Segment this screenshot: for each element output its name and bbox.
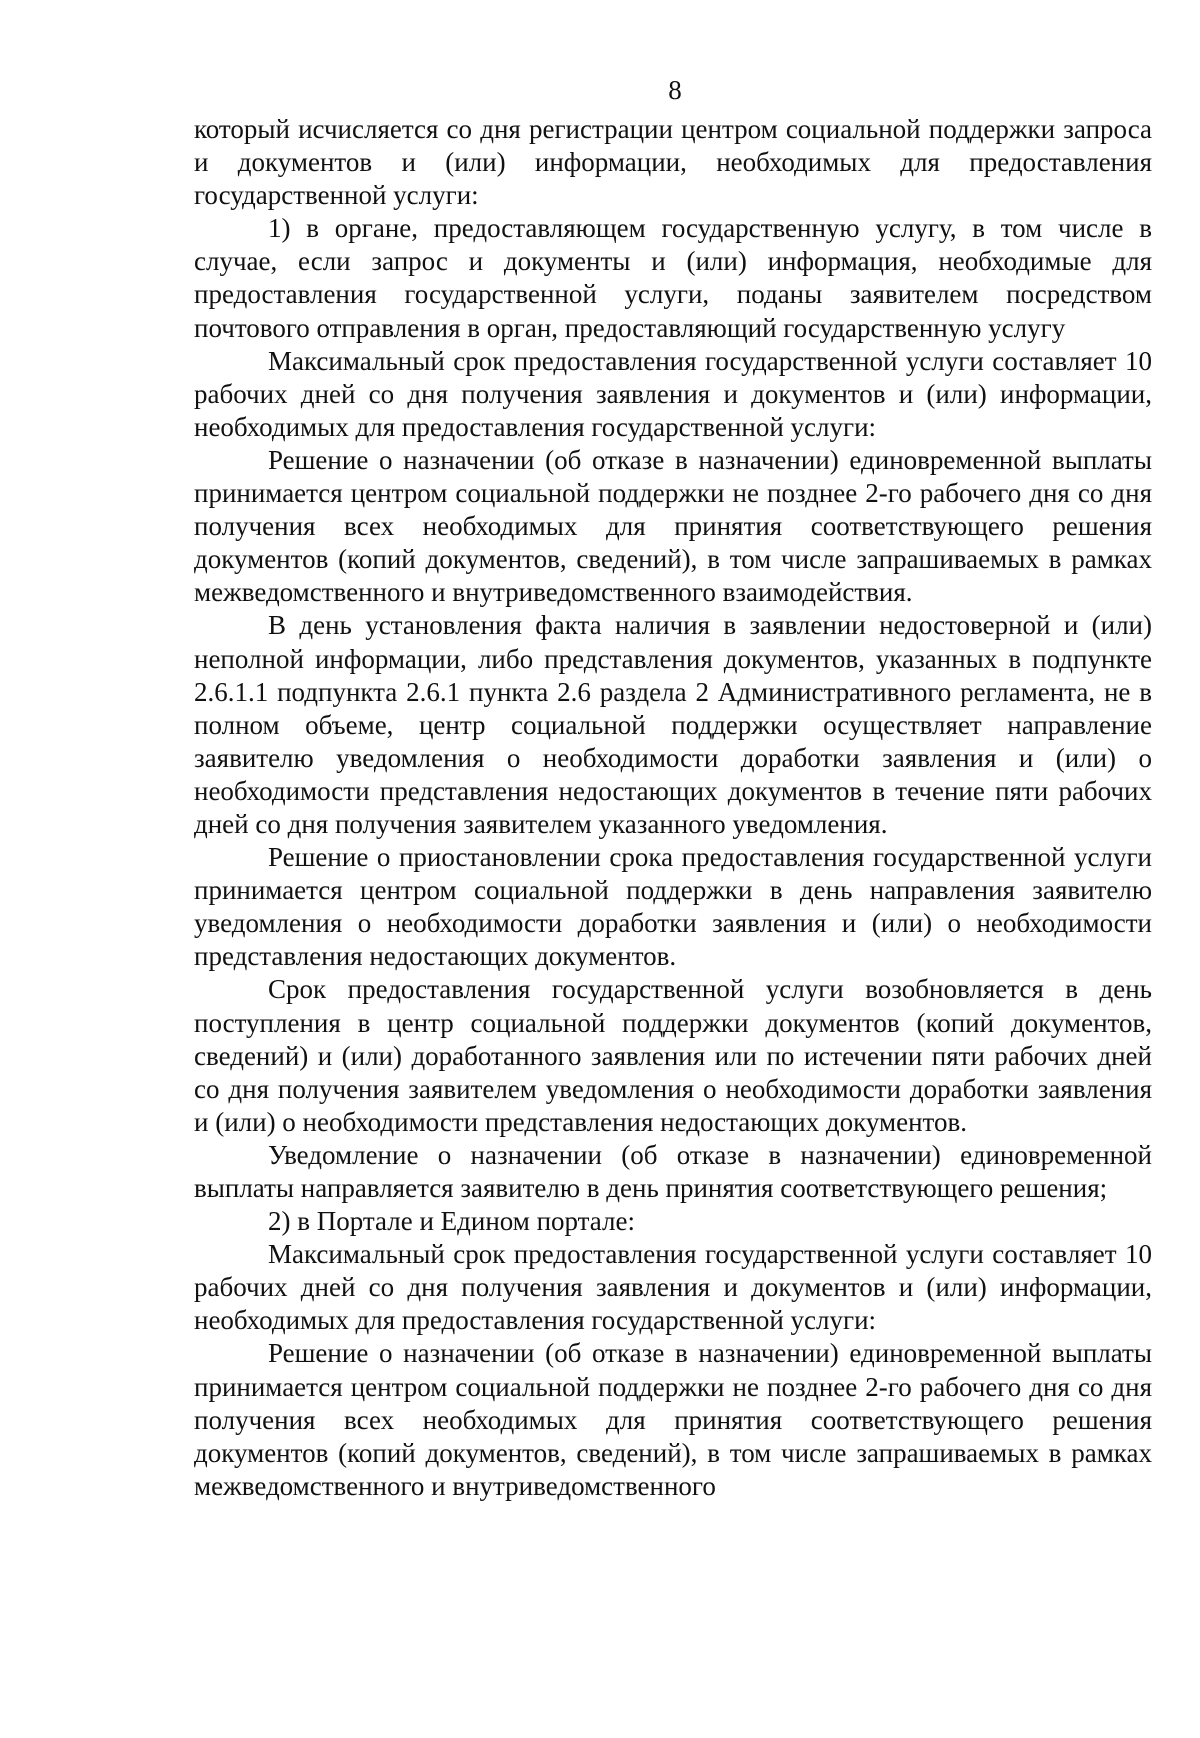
page-number: 8 — [668, 75, 682, 105]
paragraph-decision-portal: Решение о назначении (об отказе в назначении) единовременной выплаты принимается центром социальной поддержки не позднее 2-го рабочего дня со дня получения всех необходимых для принятия соответствующего решения документов (копий документов, сведений), в том числе запрашиваемых в рамках межведомственного и внутриведомственного — [194, 1338, 1152, 1501]
paragraph-notification: Уведомление о назначении (об отказе в назначении) единовременной выплаты направляется заявителю в день принятия соответствующего решения; — [194, 1139, 1152, 1203]
paragraph-item-2: 2) в Портале и Едином портале: — [268, 1206, 635, 1237]
paragraph-suspension: Решение о приостановлении срока предоставления государственной услуги принимается центром социальной поддержки в день направления заявителю уведомления о необходимости доработки заявления и (или) о необходимости представления недостающих документов. — [194, 842, 1152, 972]
paragraph-incomplete-info: В день установления факта наличия в заявлении недостоверной и (или) неполной информации, либо представления документов, указанных в подпункте 2.6.1.1 подпункта 2.6.1 пункта 2.6 раздела 2 Административного регламента, не в полном объеме, центр социальной поддержки осуществляет направление заявителю уведомления о необходимости доработки заявления и (или) о необходимости представления недостающих документов в течение пяти рабочих дней со дня получения заявителем указанного уведомления. — [194, 610, 1152, 839]
document-body — [194, 113, 1152, 1503]
paragraph-max-term: Максимальный срок предоставления государственной услуги составляет 10 рабочих дней со дня получения заявления и документов и (или) информации, необходимых для предоставления государственной услуги: — [194, 345, 1152, 442]
paragraph-max-term-portal: Максимальный срок предоставления государственной услуги составляет 10 рабочих дней со дня получения заявления и документов и (или) информации, необходимых для предоставления государственной услуги: — [194, 1239, 1152, 1336]
paragraph-resumption: Срок предоставления государственной услуги возобновляется в день поступления в центр социальной поддержки документов (копий документов, сведений) и (или) доработанного заявления или по истечении пяти рабочих дней со дня получения заявителем уведомления о необходимости доработки заявления и (или) о необходимости представления недостающих документов. — [194, 974, 1152, 1137]
paragraph-continuation: который исчисляется со дня регистрации центром социальной поддержки запроса и документов и (или) информации, необходимых для предоставления государственной услуги: — [194, 114, 1152, 211]
paragraph-item-1: 1) в органе, предоставляющем государственную услугу, в том числе в случае, если запрос и документы и (или) информация, необходимые для предоставления государственной услуги, поданы заявителем посредством почтового отправления в орган, предоставляющий государственную услугу — [194, 213, 1152, 343]
paragraph-decision: Решение о назначении (об отказе в назначении) единовременной выплаты принимается центром социальной поддержки не позднее 2-го рабочего дня со дня получения всех необходимых для принятия соответствующего решения документов (копий документов, сведений), в том числе запрашиваемых в рамках межведомственного и внутриведомственного взаимодействия. — [194, 444, 1152, 608]
